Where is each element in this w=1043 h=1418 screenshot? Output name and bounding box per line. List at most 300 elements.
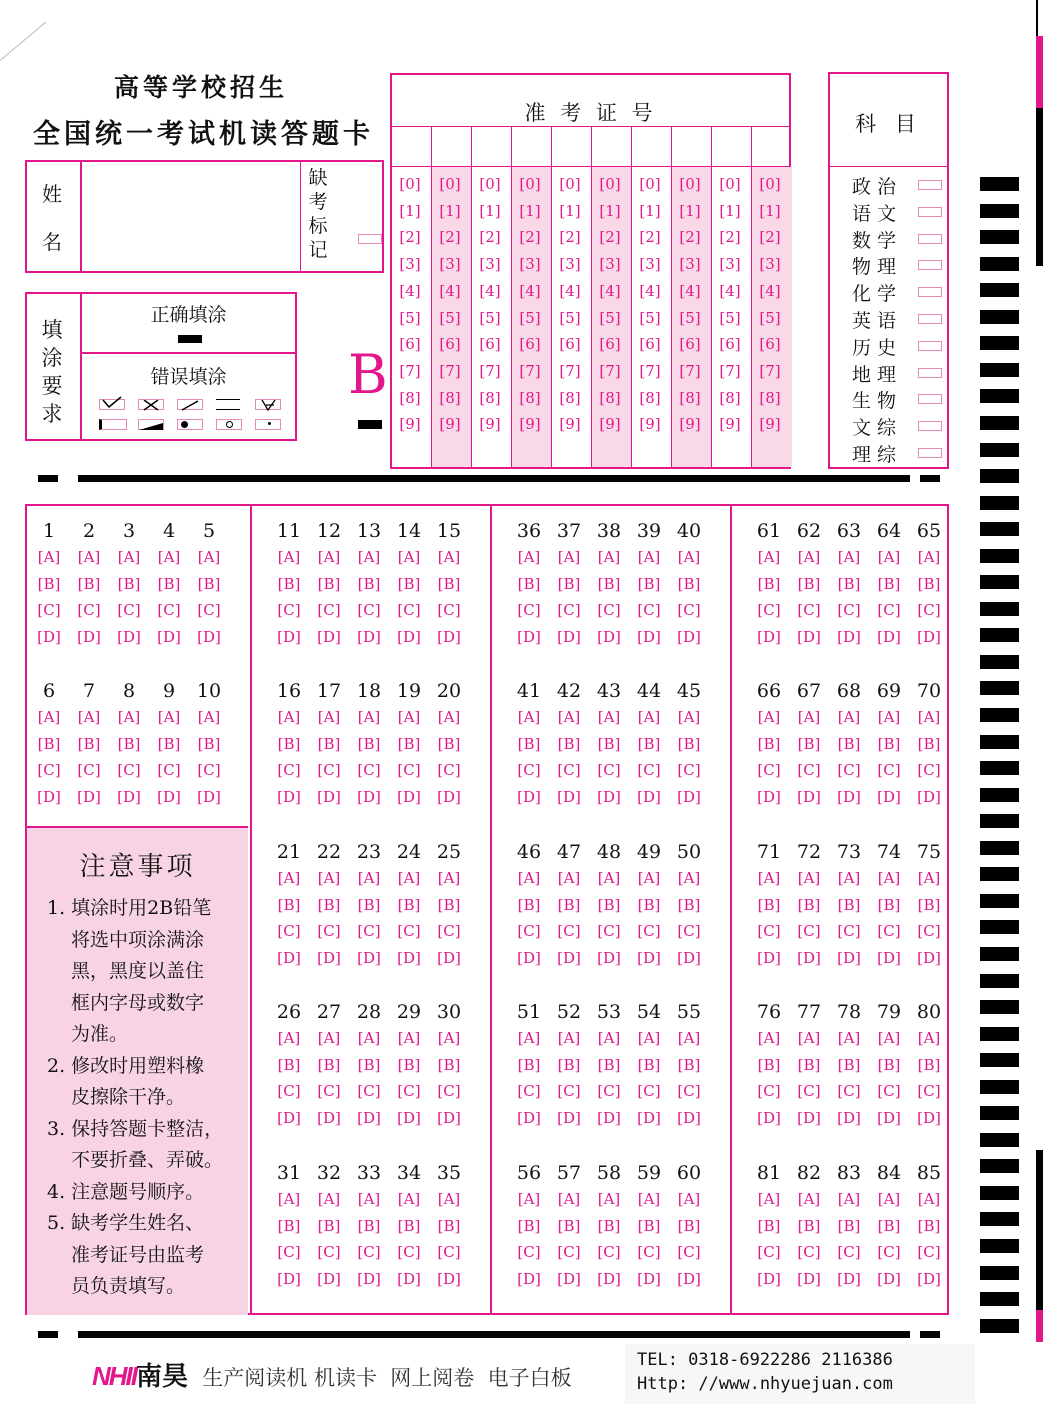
ticket-digit-bubble[interactable]: [7] <box>479 361 501 380</box>
answer-bubble[interactable]: [B] <box>317 574 341 593</box>
ticket-digit-bubble[interactable]: [3] <box>399 255 421 274</box>
answer-bubble[interactable]: [C] <box>557 922 581 941</box>
answer-bubble[interactable]: [A] <box>677 1029 701 1047</box>
answer-bubble[interactable]: [D] <box>677 949 701 968</box>
subject-bubble[interactable] <box>918 287 942 297</box>
answer-bubble[interactable]: [A] <box>637 548 661 566</box>
answer-bubble[interactable]: [A] <box>277 548 301 566</box>
answer-bubble[interactable]: [C] <box>357 922 381 941</box>
answer-bubble[interactable]: [B] <box>517 734 541 753</box>
answer-bubble[interactable]: [A] <box>397 1029 421 1047</box>
answer-bubble[interactable]: [A] <box>597 1190 621 1208</box>
answer-bubble[interactable]: [D] <box>757 949 781 968</box>
subject-bubble[interactable] <box>918 314 942 324</box>
ticket-digit-bubble[interactable]: [2] <box>399 228 421 247</box>
answer-bubble[interactable]: [C] <box>677 922 701 941</box>
answer-bubble[interactable]: [B] <box>797 574 821 593</box>
answer-bubble[interactable]: [B] <box>597 895 621 914</box>
answer-bubble[interactable]: [A] <box>397 708 421 726</box>
ticket-digit-bubble[interactable]: [2] <box>599 228 621 247</box>
answer-bubble[interactable]: [D] <box>277 1270 301 1289</box>
answer-bubble[interactable]: [B] <box>757 1055 781 1074</box>
answer-bubble[interactable]: [A] <box>197 548 221 566</box>
answer-bubble[interactable]: [A] <box>37 548 61 566</box>
answer-bubble[interactable]: [A] <box>757 548 781 566</box>
answer-bubble[interactable]: [B] <box>677 1216 701 1235</box>
answer-bubble[interactable]: [D] <box>917 1270 941 1289</box>
answer-bubble[interactable]: [B] <box>157 734 181 753</box>
subject-bubble[interactable] <box>918 368 942 378</box>
answer-bubble[interactable]: [A] <box>757 869 781 887</box>
ticket-digit-bubble[interactable]: [1] <box>719 201 741 220</box>
answer-bubble[interactable]: [D] <box>277 949 301 968</box>
ticket-digit-bubble[interactable]: [6] <box>639 335 661 354</box>
answer-bubble[interactable]: [A] <box>837 708 861 726</box>
ticket-digit-bubble[interactable]: [4] <box>439 281 461 300</box>
answer-bubble[interactable]: [A] <box>557 1190 581 1208</box>
answer-bubble[interactable]: [D] <box>437 1270 461 1289</box>
answer-bubble[interactable]: [A] <box>757 1029 781 1047</box>
answer-bubble[interactable]: [A] <box>757 708 781 726</box>
answer-bubble[interactable]: [B] <box>357 734 381 753</box>
answer-bubble[interactable]: [D] <box>437 1109 461 1128</box>
answer-bubble[interactable]: [D] <box>357 788 381 807</box>
answer-bubble[interactable]: [A] <box>397 548 421 566</box>
answer-bubble[interactable]: [D] <box>397 949 421 968</box>
answer-bubble[interactable]: [B] <box>637 1216 661 1235</box>
ticket-digit-bubble[interactable]: [9] <box>559 415 581 434</box>
answer-bubble[interactable]: [B] <box>637 734 661 753</box>
answer-bubble[interactable]: [C] <box>197 601 221 620</box>
answer-bubble[interactable]: [C] <box>757 1082 781 1101</box>
answer-bubble[interactable]: [D] <box>917 949 941 968</box>
answer-bubble[interactable]: [B] <box>397 1216 421 1235</box>
ticket-digit-input[interactable] <box>632 127 672 166</box>
answer-bubble[interactable]: [D] <box>597 1270 621 1289</box>
answer-bubble[interactable]: [A] <box>597 1029 621 1047</box>
answer-bubble[interactable]: [D] <box>557 1270 581 1289</box>
answer-bubble[interactable]: [A] <box>837 1190 861 1208</box>
answer-bubble[interactable]: [D] <box>597 949 621 968</box>
answer-bubble[interactable]: [D] <box>77 788 101 807</box>
answer-bubble[interactable]: [B] <box>837 734 861 753</box>
answer-bubble[interactable]: [C] <box>197 761 221 780</box>
answer-bubble[interactable]: [A] <box>677 708 701 726</box>
answer-bubble[interactable]: [D] <box>797 628 821 647</box>
answer-bubble[interactable]: [C] <box>357 1082 381 1101</box>
answer-bubble[interactable]: [C] <box>317 761 341 780</box>
answer-bubble[interactable]: [C] <box>117 601 141 620</box>
ticket-digit-bubble[interactable]: [0] <box>599 175 621 193</box>
answer-bubble[interactable]: [B] <box>517 574 541 593</box>
answer-bubble[interactable]: [D] <box>437 949 461 968</box>
answer-bubble[interactable]: [A] <box>517 869 541 887</box>
answer-bubble[interactable]: [B] <box>757 1216 781 1235</box>
answer-bubble[interactable]: [C] <box>437 601 461 620</box>
answer-bubble[interactable]: [D] <box>37 788 61 807</box>
subject-bubble[interactable] <box>918 260 942 270</box>
answer-bubble[interactable]: [D] <box>277 788 301 807</box>
ticket-digit-bubble[interactable]: [4] <box>719 281 741 300</box>
answer-bubble[interactable]: [B] <box>437 1216 461 1235</box>
ticket-digit-bubble[interactable]: [7] <box>719 361 741 380</box>
ticket-digit-bubble[interactable]: [4] <box>479 281 501 300</box>
answer-bubble[interactable]: [A] <box>517 548 541 566</box>
answer-bubble[interactable]: [D] <box>877 788 901 807</box>
answer-bubble[interactable]: [D] <box>837 949 861 968</box>
answer-bubble[interactable]: [D] <box>557 949 581 968</box>
answer-bubble[interactable]: [A] <box>877 1029 901 1047</box>
ticket-digit-bubble[interactable]: [8] <box>519 388 541 407</box>
answer-bubble[interactable]: [C] <box>797 601 821 620</box>
answer-bubble[interactable]: [B] <box>917 1055 941 1074</box>
ticket-digit-bubble[interactable]: [5] <box>559 308 581 327</box>
answer-bubble[interactable]: [D] <box>837 628 861 647</box>
subject-bubble[interactable] <box>918 234 942 244</box>
answer-bubble[interactable]: [B] <box>597 1216 621 1235</box>
ticket-digit-bubble[interactable]: [2] <box>559 228 581 247</box>
answer-bubble[interactable]: [B] <box>557 574 581 593</box>
answer-bubble[interactable]: [A] <box>317 548 341 566</box>
answer-bubble[interactable]: [C] <box>597 1243 621 1262</box>
answer-bubble[interactable]: [B] <box>637 895 661 914</box>
ticket-digit-bubble[interactable]: [1] <box>679 201 701 220</box>
ticket-digit-bubble[interactable]: [9] <box>399 415 421 434</box>
ticket-digit-bubble[interactable]: [1] <box>439 201 461 220</box>
ticket-digit-bubble[interactable]: [5] <box>599 308 621 327</box>
answer-bubble[interactable]: [D] <box>437 628 461 647</box>
answer-bubble[interactable]: [B] <box>437 574 461 593</box>
ticket-digit-bubble[interactable]: [3] <box>439 255 461 274</box>
answer-bubble[interactable]: [B] <box>797 895 821 914</box>
answer-bubble[interactable]: [D] <box>837 788 861 807</box>
answer-bubble[interactable]: [A] <box>77 708 101 726</box>
answer-bubble[interactable]: [D] <box>917 628 941 647</box>
ticket-digit-bubble[interactable]: [5] <box>679 308 701 327</box>
answer-bubble[interactable]: [A] <box>517 1190 541 1208</box>
answer-bubble[interactable]: [D] <box>837 1270 861 1289</box>
answer-bubble[interactable]: [A] <box>797 1190 821 1208</box>
answer-bubble[interactable]: [C] <box>757 601 781 620</box>
answer-bubble[interactable]: [D] <box>757 628 781 647</box>
answer-bubble[interactable]: [D] <box>317 1270 341 1289</box>
answer-bubble[interactable]: [C] <box>77 761 101 780</box>
answer-bubble[interactable]: [C] <box>277 761 301 780</box>
answer-bubble[interactable]: [B] <box>637 574 661 593</box>
answer-bubble[interactable]: [C] <box>437 1243 461 1262</box>
ticket-digit-bubble[interactable]: [1] <box>599 201 621 220</box>
answer-bubble[interactable]: [A] <box>397 1190 421 1208</box>
ticket-digit-bubble[interactable]: [2] <box>479 228 501 247</box>
ticket-digit-bubble[interactable]: [6] <box>439 335 461 354</box>
answer-bubble[interactable]: [A] <box>877 869 901 887</box>
answer-bubble[interactable]: [A] <box>637 1029 661 1047</box>
answer-bubble[interactable]: [A] <box>637 869 661 887</box>
answer-bubble[interactable]: [A] <box>517 708 541 726</box>
answer-bubble[interactable]: [B] <box>277 1055 301 1074</box>
answer-bubble[interactable]: [B] <box>877 574 901 593</box>
ticket-digit-bubble[interactable]: [2] <box>759 228 781 247</box>
ticket-digit-bubble[interactable]: [7] <box>679 361 701 380</box>
answer-bubble[interactable]: [D] <box>37 628 61 647</box>
answer-bubble[interactable]: [D] <box>197 788 221 807</box>
answer-bubble[interactable]: [B] <box>557 734 581 753</box>
answer-bubble[interactable]: [D] <box>557 1109 581 1128</box>
answer-bubble[interactable]: [B] <box>517 1216 541 1235</box>
answer-bubble[interactable]: [D] <box>557 788 581 807</box>
answer-bubble[interactable]: [A] <box>157 708 181 726</box>
answer-bubble[interactable]: [C] <box>557 761 581 780</box>
ticket-digit-bubble[interactable]: [9] <box>519 415 541 434</box>
answer-bubble[interactable]: [C] <box>437 1082 461 1101</box>
answer-bubble[interactable]: [C] <box>157 601 181 620</box>
answer-bubble[interactable]: [C] <box>917 1243 941 1262</box>
answer-bubble[interactable]: [B] <box>197 734 221 753</box>
answer-bubble[interactable]: [D] <box>357 628 381 647</box>
ticket-digit-bubble[interactable]: [7] <box>559 361 581 380</box>
answer-bubble[interactable]: [C] <box>797 761 821 780</box>
ticket-digit-bubble[interactable]: [5] <box>639 308 661 327</box>
ticket-digit-bubble[interactable]: [0] <box>719 175 741 193</box>
answer-bubble[interactable]: [A] <box>837 869 861 887</box>
answer-bubble[interactable]: [B] <box>877 895 901 914</box>
answer-bubble[interactable]: [A] <box>357 1190 381 1208</box>
answer-bubble[interactable]: [D] <box>357 1109 381 1128</box>
answer-bubble[interactable]: [C] <box>277 922 301 941</box>
answer-bubble[interactable]: [A] <box>437 869 461 887</box>
answer-bubble[interactable]: [C] <box>557 1243 581 1262</box>
ticket-digit-bubble[interactable]: [8] <box>599 388 621 407</box>
answer-bubble[interactable]: [A] <box>917 548 941 566</box>
answer-bubble[interactable]: [D] <box>877 628 901 647</box>
answer-bubble[interactable]: [C] <box>677 761 701 780</box>
answer-bubble[interactable]: [A] <box>877 548 901 566</box>
answer-bubble[interactable]: [D] <box>877 949 901 968</box>
answer-bubble[interactable]: [C] <box>317 1243 341 1262</box>
ticket-digit-bubble[interactable]: [6] <box>519 335 541 354</box>
answer-bubble[interactable]: [B] <box>357 1055 381 1074</box>
answer-bubble[interactable]: [B] <box>517 895 541 914</box>
answer-bubble[interactable]: [C] <box>877 761 901 780</box>
answer-bubble[interactable]: [A] <box>917 1190 941 1208</box>
answer-bubble[interactable]: [D] <box>317 949 341 968</box>
answer-bubble[interactable]: [A] <box>797 548 821 566</box>
answer-bubble[interactable]: [D] <box>877 1109 901 1128</box>
answer-bubble[interactable]: [B] <box>677 1055 701 1074</box>
answer-bubble[interactable]: [C] <box>317 922 341 941</box>
answer-bubble[interactable]: [A] <box>877 1190 901 1208</box>
answer-bubble[interactable]: [A] <box>277 1190 301 1208</box>
answer-bubble[interactable]: [D] <box>397 628 421 647</box>
answer-bubble[interactable]: [C] <box>317 1082 341 1101</box>
answer-bubble[interactable]: [C] <box>917 761 941 780</box>
answer-bubble[interactable]: [D] <box>677 1270 701 1289</box>
ticket-digit-bubble[interactable]: [4] <box>399 281 421 300</box>
answer-bubble[interactable]: [C] <box>877 922 901 941</box>
ticket-digit-bubble[interactable]: [8] <box>399 388 421 407</box>
answer-bubble[interactable]: [B] <box>637 1055 661 1074</box>
answer-bubble[interactable]: [D] <box>397 1109 421 1128</box>
answer-bubble[interactable]: [A] <box>597 548 621 566</box>
ticket-digit-bubble[interactable]: [4] <box>519 281 541 300</box>
ticket-digit-bubble[interactable]: [8] <box>759 388 781 407</box>
answer-bubble[interactable]: [B] <box>37 734 61 753</box>
answer-bubble[interactable]: [D] <box>397 788 421 807</box>
ticket-digit-bubble[interactable]: [8] <box>639 388 661 407</box>
ticket-digit-bubble[interactable]: [2] <box>639 228 661 247</box>
answer-bubble[interactable]: [A] <box>757 1190 781 1208</box>
answer-bubble[interactable]: [C] <box>837 1082 861 1101</box>
ticket-digit-bubble[interactable]: [9] <box>759 415 781 434</box>
answer-bubble[interactable]: [B] <box>437 734 461 753</box>
answer-bubble[interactable]: [D] <box>317 628 341 647</box>
answer-bubble[interactable]: [D] <box>677 1109 701 1128</box>
answer-bubble[interactable]: [D] <box>797 1270 821 1289</box>
ticket-digit-bubble[interactable]: [7] <box>639 361 661 380</box>
name-field[interactable] <box>83 162 298 271</box>
answer-bubble[interactable]: [B] <box>917 1216 941 1235</box>
answer-bubble[interactable]: [C] <box>357 1243 381 1262</box>
answer-bubble[interactable]: [A] <box>437 548 461 566</box>
ticket-digit-bubble[interactable]: [4] <box>759 281 781 300</box>
ticket-digit-input[interactable] <box>472 127 512 166</box>
answer-bubble[interactable]: [C] <box>437 922 461 941</box>
ticket-digit-bubble[interactable]: [3] <box>599 255 621 274</box>
answer-bubble[interactable]: [B] <box>557 1216 581 1235</box>
answer-bubble[interactable]: [C] <box>397 761 421 780</box>
answer-bubble[interactable]: [C] <box>557 601 581 620</box>
ticket-digit-bubble[interactable]: [9] <box>479 415 501 434</box>
answer-bubble[interactable]: [D] <box>317 788 341 807</box>
ticket-digit-bubble[interactable]: [6] <box>399 335 421 354</box>
answer-bubble[interactable]: [C] <box>677 1082 701 1101</box>
answer-bubble[interactable]: [C] <box>517 1082 541 1101</box>
answer-bubble[interactable]: [B] <box>357 574 381 593</box>
answer-bubble[interactable]: [A] <box>37 708 61 726</box>
answer-bubble[interactable]: [A] <box>437 708 461 726</box>
answer-bubble[interactable]: [A] <box>677 548 701 566</box>
answer-bubble[interactable]: [B] <box>837 574 861 593</box>
ticket-digit-bubble[interactable]: [3] <box>679 255 701 274</box>
answer-bubble[interactable]: [D] <box>117 628 141 647</box>
ticket-digit-bubble[interactable]: [0] <box>639 175 661 193</box>
answer-bubble[interactable]: [D] <box>797 788 821 807</box>
answer-bubble[interactable]: [D] <box>357 1270 381 1289</box>
ticket-digit-bubble[interactable]: [3] <box>639 255 661 274</box>
answer-bubble[interactable]: [B] <box>157 574 181 593</box>
answer-bubble[interactable]: [C] <box>877 601 901 620</box>
answer-bubble[interactable]: [A] <box>117 708 141 726</box>
ticket-digit-bubble[interactable]: [6] <box>679 335 701 354</box>
ticket-digit-bubble[interactable]: [0] <box>519 175 541 193</box>
answer-bubble[interactable]: [B] <box>797 1216 821 1235</box>
subject-bubble[interactable] <box>918 394 942 404</box>
answer-bubble[interactable]: [D] <box>677 788 701 807</box>
answer-bubble[interactable]: [D] <box>197 628 221 647</box>
answer-bubble[interactable]: [B] <box>597 1055 621 1074</box>
answer-bubble[interactable]: [C] <box>877 1082 901 1101</box>
answer-bubble[interactable]: [A] <box>677 869 701 887</box>
answer-bubble[interactable]: [B] <box>117 574 141 593</box>
answer-bubble[interactable]: [B] <box>597 734 621 753</box>
answer-bubble[interactable]: [A] <box>77 548 101 566</box>
absent-mark-box[interactable] <box>358 234 382 244</box>
answer-bubble[interactable]: [B] <box>277 734 301 753</box>
answer-bubble[interactable]: [A] <box>877 708 901 726</box>
answer-bubble[interactable]: [C] <box>637 1082 661 1101</box>
ticket-digit-bubble[interactable]: [9] <box>639 415 661 434</box>
answer-bubble[interactable]: [C] <box>597 601 621 620</box>
ticket-digit-bubble[interactable]: [5] <box>759 308 781 327</box>
answer-bubble[interactable]: [B] <box>837 895 861 914</box>
answer-bubble[interactable]: [B] <box>757 574 781 593</box>
answer-bubble[interactable]: [C] <box>757 761 781 780</box>
answer-bubble[interactable]: [B] <box>877 1055 901 1074</box>
answer-bubble[interactable]: [B] <box>757 734 781 753</box>
answer-bubble[interactable]: [A] <box>277 1029 301 1047</box>
answer-bubble[interactable]: [D] <box>517 1109 541 1128</box>
answer-bubble[interactable]: [A] <box>517 1029 541 1047</box>
answer-bubble[interactable]: [A] <box>437 1190 461 1208</box>
answer-bubble[interactable]: [A] <box>557 708 581 726</box>
answer-bubble[interactable]: [D] <box>837 1109 861 1128</box>
answer-bubble[interactable]: [D] <box>637 949 661 968</box>
ticket-digit-bubble[interactable]: [4] <box>599 281 621 300</box>
answer-bubble[interactable]: [A] <box>557 869 581 887</box>
answer-bubble[interactable]: [B] <box>597 574 621 593</box>
answer-bubble[interactable]: [C] <box>837 601 861 620</box>
answer-bubble[interactable]: [D] <box>517 788 541 807</box>
subject-bubble[interactable] <box>918 341 942 351</box>
answer-bubble[interactable]: [D] <box>677 628 701 647</box>
answer-bubble[interactable]: [A] <box>917 708 941 726</box>
answer-bubble[interactable]: [B] <box>677 574 701 593</box>
answer-bubble[interactable]: [D] <box>437 788 461 807</box>
subject-bubble[interactable] <box>918 448 942 458</box>
ticket-digit-bubble[interactable]: [8] <box>719 388 741 407</box>
ticket-digit-input[interactable] <box>552 127 592 166</box>
answer-bubble[interactable]: [D] <box>157 788 181 807</box>
answer-bubble[interactable]: [D] <box>157 628 181 647</box>
ticket-digit-bubble[interactable]: [4] <box>559 281 581 300</box>
ticket-digit-bubble[interactable]: [8] <box>679 388 701 407</box>
answer-bubble[interactable]: [A] <box>157 548 181 566</box>
answer-bubble[interactable]: [C] <box>357 761 381 780</box>
answer-bubble[interactable]: [B] <box>797 1055 821 1074</box>
ticket-digit-bubble[interactable]: [6] <box>599 335 621 354</box>
answer-bubble[interactable]: [A] <box>557 548 581 566</box>
answer-bubble[interactable]: [C] <box>517 922 541 941</box>
answer-bubble[interactable]: [B] <box>357 895 381 914</box>
ticket-digit-bubble[interactable]: [7] <box>519 361 541 380</box>
answer-bubble[interactable]: [D] <box>757 1270 781 1289</box>
answer-bubble[interactable]: [A] <box>357 548 381 566</box>
ticket-digit-bubble[interactable]: [7] <box>439 361 461 380</box>
ticket-digit-bubble[interactable]: [7] <box>599 361 621 380</box>
answer-bubble[interactable]: [B] <box>357 1216 381 1235</box>
answer-bubble[interactable]: [B] <box>277 895 301 914</box>
answer-bubble[interactable]: [A] <box>197 708 221 726</box>
answer-bubble[interactable]: [C] <box>917 922 941 941</box>
ticket-digit-bubble[interactable]: [3] <box>479 255 501 274</box>
answer-bubble[interactable]: [C] <box>277 1082 301 1101</box>
answer-bubble[interactable]: [A] <box>837 1029 861 1047</box>
ticket-digit-bubble[interactable]: [0] <box>559 175 581 193</box>
answer-bubble[interactable]: [D] <box>757 788 781 807</box>
answer-bubble[interactable]: [B] <box>37 574 61 593</box>
answer-bubble[interactable]: [D] <box>517 949 541 968</box>
answer-bubble[interactable]: [A] <box>797 708 821 726</box>
